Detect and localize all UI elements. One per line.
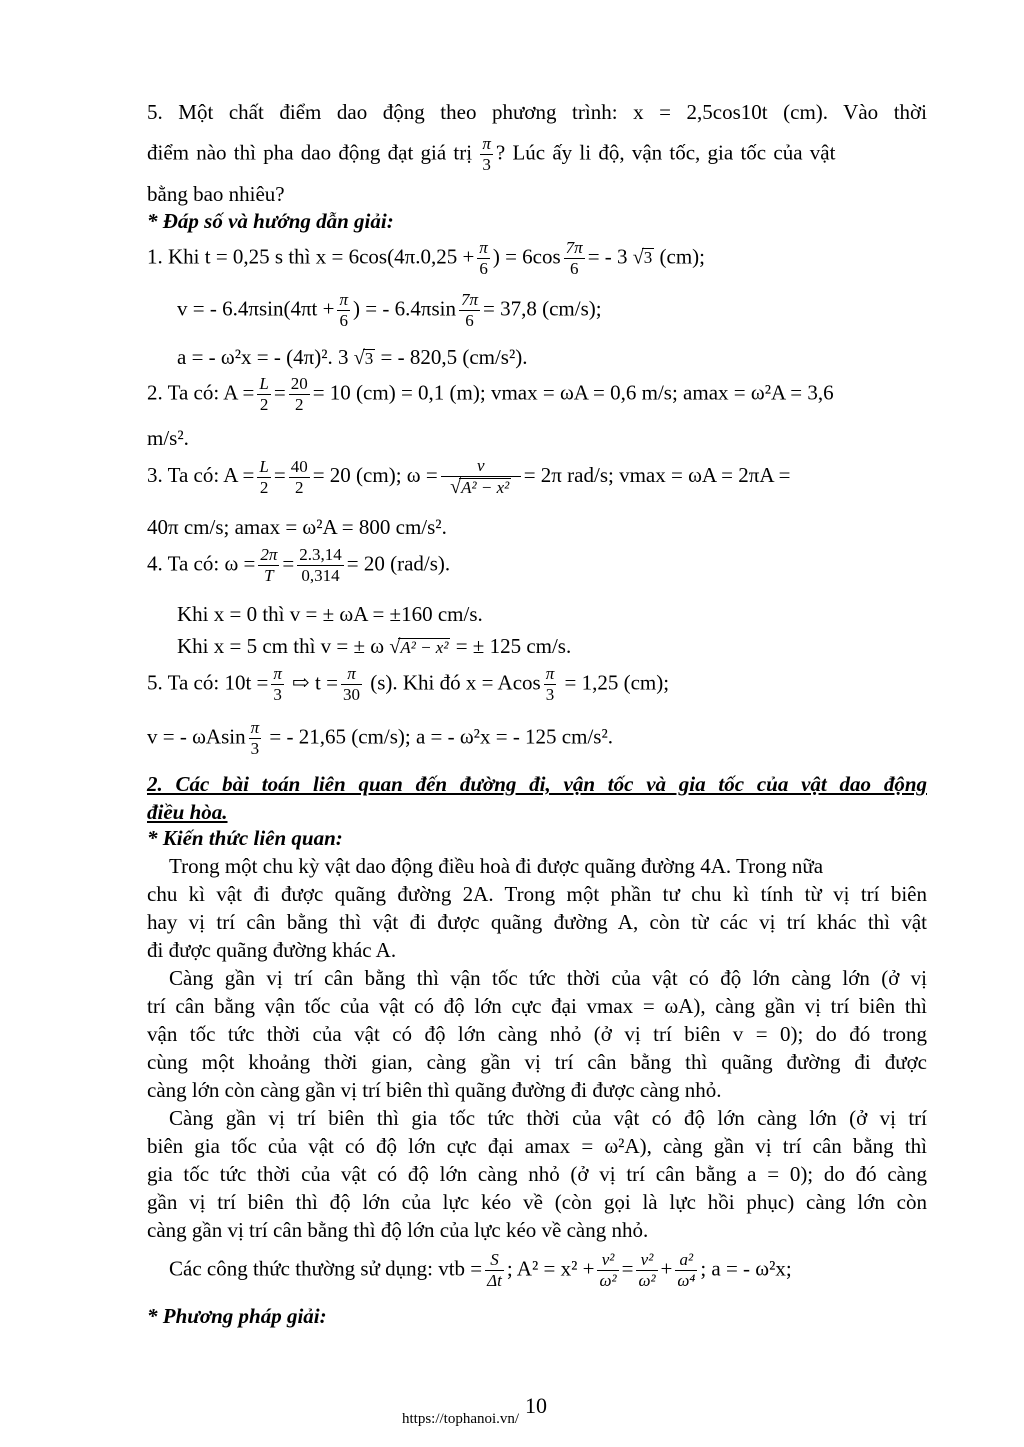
solution5-line2 <box>147 718 927 764</box>
paragraph3-line4 <box>147 1188 927 1216</box>
fraction-L-2 <box>257 457 270 498</box>
denominator: 2 <box>259 395 269 414</box>
fraction-pi-3 <box>544 664 557 705</box>
solution1-a <box>177 343 957 372</box>
numerator: S <box>485 1250 504 1271</box>
fraction-40-2 <box>289 457 310 498</box>
text: 1. Khi t = 0,25 s thì x = 6cos(4π.0,25 + <box>147 244 475 269</box>
text: 3. Ta có: A = <box>147 462 255 487</box>
text: bằng bao nhiêu? <box>147 182 285 206</box>
numerator: 7π <box>565 238 583 257</box>
radicand: A² − x² <box>461 478 510 497</box>
denominator: 2 <box>294 477 304 497</box>
radical-icon: √ <box>450 476 462 498</box>
problem5-line3 <box>147 180 927 208</box>
text: gia tốc tức thời của vật có độ lớn càng nhỏ (ở vị trí cân bằng a = 0); do đó càng <box>147 1162 927 1186</box>
numerator: 20 <box>290 374 308 393</box>
denominator: 6 <box>339 311 348 330</box>
text: ⇨ t = <box>292 670 338 695</box>
denominator <box>441 477 521 498</box>
solution2-line2 <box>147 424 927 452</box>
text: = 37,8 (cm/s); <box>483 296 602 321</box>
text: 40π cm/s; amax = ω²A = 800 cm/s². <box>147 515 447 539</box>
section2-heading-line1 <box>147 770 927 798</box>
text: gần vị trí biên thì độ lớn của lực kéo về (còn gọi là lực hồi phục) càng lớn còn <box>147 1190 927 1214</box>
text: 4. Ta có: ω = <box>147 551 256 576</box>
numerator: π <box>479 238 488 257</box>
text: Càng gần vị trí cân bằng thì vận tốc tức thời của vật có độ lớn càng lớn (ở vị <box>169 966 927 990</box>
text: 5. Một chất điểm dao động theo phương trình: x = 2,5cos10t (cm). Vào thời <box>147 100 927 124</box>
denominator: ω⁴ <box>677 1271 696 1290</box>
numerator: π <box>545 664 555 683</box>
text: biên gia tốc của vật có độ lớn cực đại amax = ω²A), càng gần vị trí cân bằng thì <box>147 1134 927 1158</box>
paragraph1-line1 <box>169 852 927 880</box>
text: * Phương pháp giải: <box>147 1304 327 1328</box>
denominator: ω² <box>599 1271 617 1290</box>
text: đi được quãng đường khác A. <box>147 938 397 962</box>
text: (cm); <box>659 244 706 269</box>
fraction-v2-w2 <box>597 1250 618 1291</box>
radicand: 3 <box>643 248 653 268</box>
denominator: 2 <box>259 477 269 497</box>
solution3-line2 <box>147 513 927 541</box>
text: + <box>660 1256 673 1281</box>
numerator: L <box>259 374 269 393</box>
denominator: 3 <box>273 685 282 704</box>
paragraph3-line3 <box>147 1160 927 1188</box>
problem5-line2 <box>147 134 927 178</box>
fraction-7pi-6 <box>459 290 480 331</box>
text: = 20 (rad/s). <box>346 551 451 576</box>
text: ; A² = x² + <box>506 1256 595 1281</box>
text: m/s². <box>147 426 189 450</box>
denominator: 6 <box>465 311 474 330</box>
denominator: T <box>264 566 274 585</box>
paragraph1-line4 <box>147 936 927 964</box>
text: ; a = - ω²x; <box>700 1256 792 1281</box>
fraction-pi-3 <box>249 718 262 759</box>
radicand: 3 <box>364 349 374 368</box>
paragraph2-line1 <box>169 964 927 992</box>
text: (s). Khi đó x = Acos <box>370 670 541 695</box>
solution1-x <box>147 238 927 282</box>
footer-url[interactable]: https://tophanoi.vn/ <box>402 1411 520 1427</box>
text: 5. Ta có: 10t = <box>147 670 269 695</box>
denominator: 6 <box>479 259 488 278</box>
paragraph2-line2 <box>147 992 927 1020</box>
fraction-7pi-6 <box>564 238 585 279</box>
method-heading <box>147 1302 927 1330</box>
text: v = - 6.4πsin(4πt + <box>177 296 335 321</box>
text: Khi x = 5 cm thì v = ± ω <box>177 634 385 658</box>
text: ) = 6cos <box>492 244 561 269</box>
numerator: π <box>273 664 282 683</box>
text: vận tốc tức thời của vật có độ lớn càng nhỏ (ở vị trí biên v = 0); do đó trong <box>147 1022 927 1046</box>
paragraph1-line2 <box>147 880 927 908</box>
fraction-pi-3 <box>271 664 284 705</box>
solution2-line1: 2. Ta có: A = $\frac{L}{2}$ = $\frac{20}{2}$ = 10 (cm) = 0,1 (m); vmax = ωA = 0,6 m/s; amax = ω²A = 3,6 <box>147 374 834 414</box>
text: Càng gần vị trí biên thì gia tốc tức thời của vật có độ lớn càng lớn (ở vị trí <box>169 1106 927 1130</box>
text: = - 21,65 (cm/s); a = - ω²x = - 125 cm/s². <box>269 724 614 749</box>
numerator: v² <box>597 1250 618 1271</box>
text: = - 820,5 (cm/s²). <box>380 345 528 369</box>
section2-heading-line2 <box>147 798 927 826</box>
text: ? Lúc ấy li độ, vận tốc, gia tốc của vật <box>495 140 836 165</box>
solution3-line1: 3. Ta có: A = $\frac{L}{2}$ = $\frac{40}{2}$ = 20 (cm); ω = $\frac{v}{\text{√A² − x²}}$ = 2π rad/s; vmax = ωA = 2πA = <box>147 456 791 498</box>
text: v = - ωAsin <box>147 724 246 749</box>
fraction-S-dt <box>485 1250 504 1291</box>
solution5-line1 <box>147 664 927 710</box>
denominator: 0,314 <box>301 566 340 585</box>
fraction-L-2 <box>257 374 270 415</box>
text: điểm nào thì pha dao động đạt giá trị <box>147 140 473 165</box>
numerator: π <box>250 718 260 737</box>
text: 2. Các bài toán liên quan đến đường đi, vận tốc và gia tốc của vật dao động <box>147 772 927 796</box>
solution1-v <box>177 290 957 334</box>
text: * Kiến thức liên quan: <box>147 826 343 850</box>
text: = ± 125 cm/s. <box>455 634 572 658</box>
denominator: ω² <box>638 1271 656 1290</box>
numerator: π <box>341 664 362 685</box>
paragraph3-line5 <box>147 1216 927 1244</box>
numerator: 7π <box>460 290 478 309</box>
fraction-pi-30 <box>341 664 362 705</box>
fraction-pi-6 <box>337 290 350 331</box>
text: = 20 (cm); ω = <box>312 462 438 487</box>
knowledge-heading <box>147 824 927 852</box>
denominator: 3 <box>545 685 555 704</box>
paragraph2-line5 <box>147 1076 927 1104</box>
denominator: Δt <box>487 1271 502 1290</box>
numerator: 40 <box>290 456 308 476</box>
text: = 10 (cm) = 0,1 (m); vmax = ωA = 0,6 m/s; amax = ω²A = 3,6 <box>312 380 834 405</box>
radicand: A² − x² <box>400 638 449 657</box>
paragraph1-line3 <box>147 908 927 936</box>
radical-icon: √ <box>632 246 644 269</box>
answers-heading <box>147 207 927 235</box>
numerator: a² <box>675 1250 697 1271</box>
fraction-v2-w2 <box>636 1250 657 1291</box>
text: = 2π rad/s; vmax = ωA = 2πA = <box>523 462 791 487</box>
paragraph2-line3 <box>147 1020 927 1048</box>
text: chu kì vật đi được quãng đường 2A. Trong một phần tư chu kì tính từ vị trí biên <box>147 882 927 906</box>
text: hay vị trí cân bằng thì vật đi được quãng đường A, còn từ các vị trí khác thì vật <box>147 910 927 934</box>
numerator: v² <box>636 1250 657 1271</box>
text: 2. Ta có: A = <box>147 380 255 405</box>
text: ) = - 6.4πsin <box>353 296 456 321</box>
numerator: 2.3,14 <box>299 545 342 564</box>
text: càng gần vị trí cân bằng thì độ lớn của lực kéo về càng nhỏ. <box>147 1218 649 1242</box>
radical-icon: √ <box>389 636 401 658</box>
fraction-v-sqrt <box>441 456 521 498</box>
text: Các công thức thường sử dụng: vtb = <box>169 1256 483 1281</box>
text: Khi x = 0 thì v = ± ωA = ±160 cm/s. <box>177 602 483 626</box>
text: cùng một khoảng thời gian, càng gần vị trí cân bằng thì quãng đường đi được <box>147 1050 927 1074</box>
text: = 1,25 (cm); <box>564 670 670 695</box>
text: = <box>621 1256 634 1281</box>
fraction-pi-3 <box>480 134 493 175</box>
numerator: L <box>259 456 269 476</box>
radical-icon: √ <box>353 347 365 369</box>
fraction-pi-6 <box>477 238 490 279</box>
page-number: 10 <box>525 1393 547 1418</box>
solution4-line2 <box>177 600 957 628</box>
text: Trong một chu kỳ vật dao động điều hoà đi được quãng đường 4A. Trong nữa <box>169 854 824 878</box>
denominator: 6 <box>569 259 579 278</box>
text: = - 3 <box>587 244 628 269</box>
numerator: π <box>339 290 349 309</box>
solution4-line3 <box>177 632 957 661</box>
paragraph2-line4 <box>147 1048 927 1076</box>
text: a = - ω²x = - (4π)². 3 <box>177 345 349 369</box>
text: * Đáp số và hướng dẫn giải: <box>147 209 394 233</box>
numerator: 2π <box>260 545 278 564</box>
paragraph3-line2 <box>147 1132 927 1160</box>
problem5-line1 <box>147 98 927 126</box>
denominator: 3 <box>482 155 491 174</box>
denominator: 3 <box>250 739 260 758</box>
paragraph3-line1 <box>169 1104 927 1132</box>
numerator: v <box>441 456 521 477</box>
fraction-2pi-T <box>258 545 279 586</box>
numerator: π <box>482 134 491 153</box>
fraction-20-2 <box>289 374 310 415</box>
text: trí cân bằng vận tốc của vật có độ lớn cực đại vmax = ωA), càng gần vị trí biên thì <box>147 994 927 1018</box>
fraction-value <box>297 545 344 586</box>
text: điều hòa. <box>147 800 228 824</box>
solution4-line1: 4. Ta có: ω = $\frac{2\pi}{T}$ = $\frac{2.3,14}{0,314}$ = 20 (rad/s). <box>147 545 451 585</box>
denominator: 2 <box>294 395 304 414</box>
denominator: 30 <box>342 685 360 704</box>
fraction-a2-w4 <box>675 1250 697 1291</box>
text: càng lớn còn càng gần vị trí biên thì quãng đường đi được càng nhỏ. <box>147 1078 722 1102</box>
formulas-line <box>169 1250 927 1296</box>
